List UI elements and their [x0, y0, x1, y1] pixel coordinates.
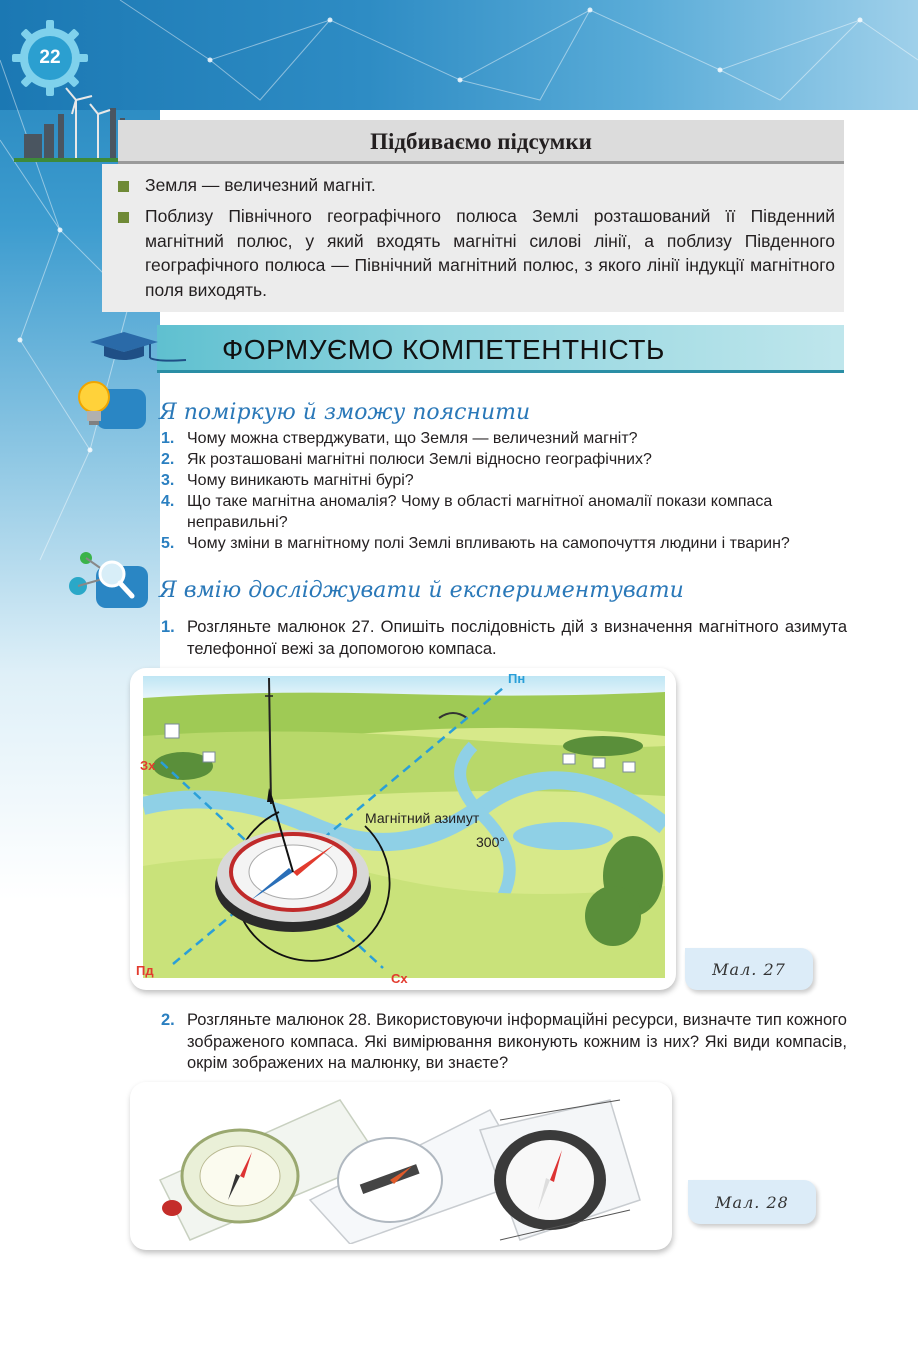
- question-item: [159, 491, 849, 533]
- question-number: 5.: [161, 535, 175, 552]
- competence-title: ФОРМУЄМО КОМПЕТЕНТНІСТЬ: [222, 334, 665, 365]
- figure-28-compasses: [150, 1090, 650, 1244]
- task-number: 2.: [161, 1011, 175, 1029]
- page-number: 22: [39, 47, 61, 68]
- magnetic-azimuth-value: 300°: [476, 834, 505, 850]
- summary-title: Підбиваємо підсумки: [370, 129, 592, 154]
- task-text: Розгляньте малюнок 28. Використовуючи інформаційні ресурси, визначте тип кожного зображеного компаса. Які вимірювання виконують кожним із них? Які види компасів, окрім зображених на малюнку, ви знаєте?: [187, 1011, 847, 1072]
- question-item: [159, 449, 849, 470]
- bullet-square-icon: [118, 181, 129, 192]
- figure-28-caption: Мал. 28: [688, 1180, 816, 1224]
- figure-27-caption: Мал. 27: [685, 948, 813, 990]
- summary-item-text: Поблизу Північного географічного полюса Землі розташований її Південний магнітний полюс, у який входять магнітні силові лінії, а поблизу Південного географічного полюса — Північний магнітний полюс, з якого лінії індукції магнітного поля виходять.: [145, 206, 835, 300]
- direction-north-label: Пн: [508, 671, 526, 686]
- question-text: Чому зміни в магнітному полі Землі впливають на самопочуття людини і тварин?: [187, 535, 790, 552]
- question-text: Що таке магнітна аномалія? Чому в області магнітної аномалії покази компаса неправильні?: [187, 493, 773, 531]
- research-task: [159, 1010, 847, 1075]
- magnetic-azimuth-label: Магнітний азимут: [365, 810, 480, 826]
- question-text: Як розташовані магнітні полюси Землі відносно географічних?: [187, 451, 652, 468]
- graduation-cap-icon: [88, 330, 188, 364]
- direction-west-label: Зх: [140, 758, 156, 773]
- figure-27-landscape-compass: [143, 676, 665, 978]
- task-text: Розгляньте малюнок 27. Опишіть послідовність дій з визначення магнітного азимута телефонної вежі за допомогою компаса.: [187, 618, 847, 658]
- question-item: [159, 533, 849, 554]
- question-item: [159, 428, 849, 449]
- task-number: 1.: [161, 618, 175, 636]
- direction-east-label: Сх: [391, 971, 408, 986]
- magnifier-molecule-icon: [66, 548, 150, 612]
- bullet-square-icon: [118, 212, 129, 223]
- summary-item-text: Земля — величезний магніт.: [145, 175, 376, 195]
- explain-heading: Я поміркую й зможу пояснити: [159, 400, 531, 425]
- question-number: 1.: [161, 430, 175, 447]
- research-task: [159, 617, 847, 660]
- question-text: Чому виникають магнітні бурі?: [187, 472, 414, 489]
- question-number: 3.: [161, 472, 175, 489]
- research-heading: Я вмію досліджувати й експериментувати: [159, 578, 684, 603]
- explain-question-list: [159, 428, 849, 554]
- question-number: 4.: [161, 493, 175, 510]
- question-item: [159, 470, 849, 491]
- direction-south-label: Пд: [136, 963, 154, 978]
- question-number: 2.: [161, 451, 175, 468]
- lightbulb-icon: [74, 375, 146, 435]
- question-text: Чому можна стверджувати, що Земля — величезний магніт?: [187, 430, 638, 447]
